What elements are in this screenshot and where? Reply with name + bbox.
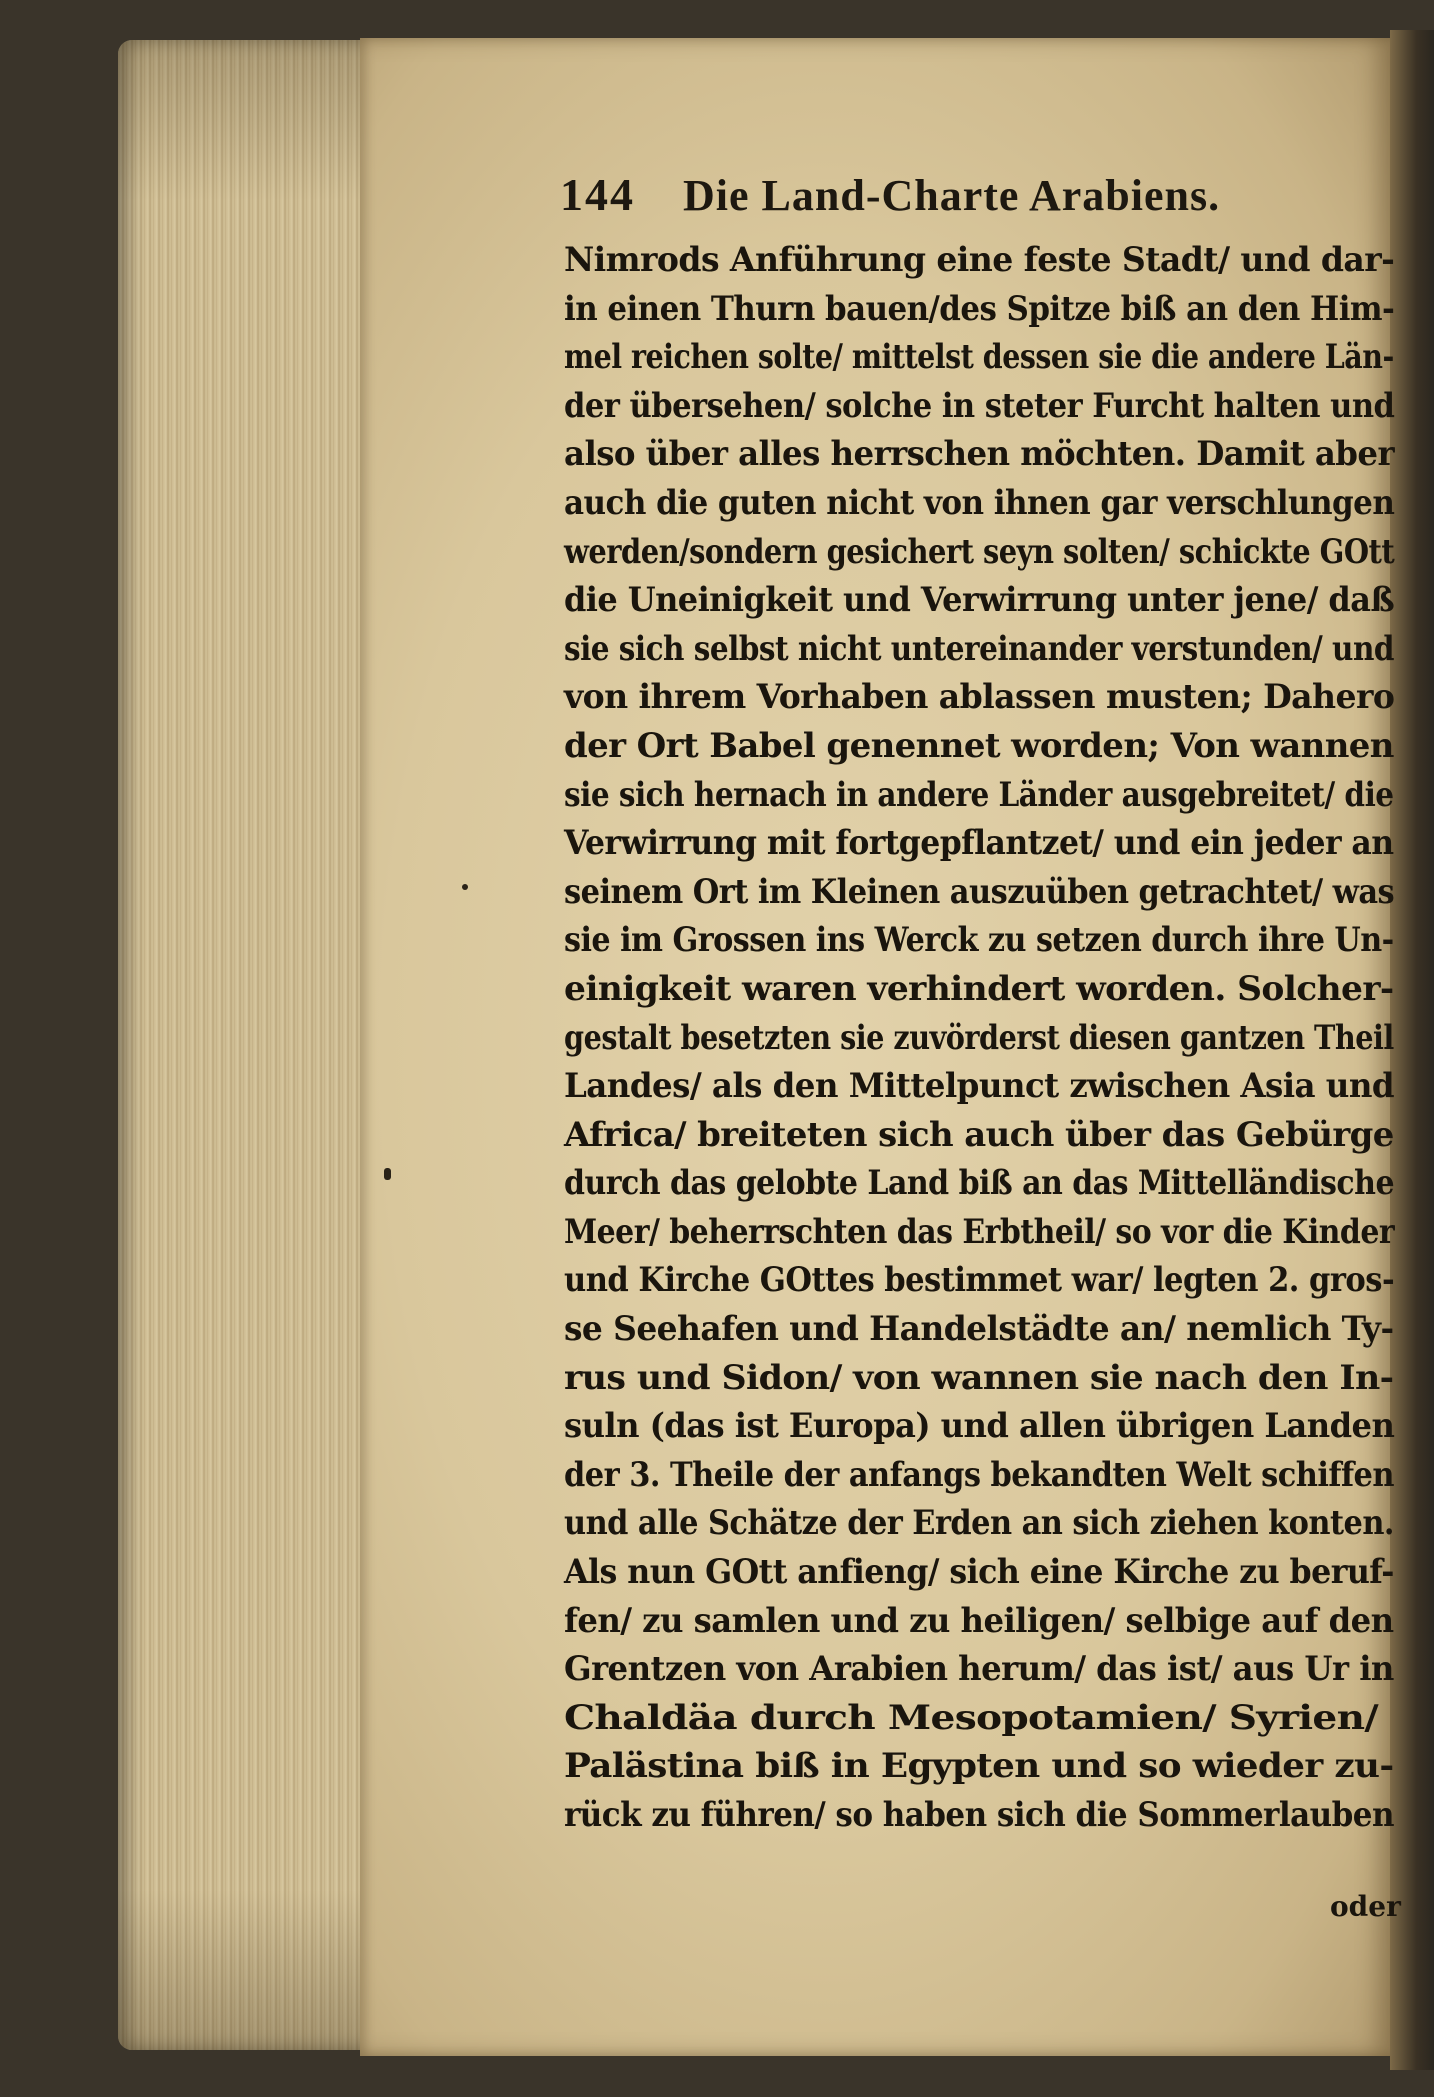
text-line: von ihrem Vorhaben ablassen musten; Dahero xyxy=(564,677,1395,718)
running-title: Die Land-Charte Arabiens. xyxy=(683,171,1221,220)
text-line: durch das gelobte Land biß an das Mittelländische xyxy=(564,1163,1395,1204)
text-line: in einen Thurn bauen/des Spitze biß an den Him- xyxy=(564,288,1395,329)
text-line: sie im Grossen ins Werck zu setzen durch ihre Un- xyxy=(564,920,1394,961)
body-text xyxy=(564,236,1394,1840)
text-line: Grentzen von Arabien herum/ das ist/ aus Ur in xyxy=(564,1649,1394,1690)
text-line: seinem Ort im Kleinen auszuüben getrachtet/ was xyxy=(564,871,1395,912)
text-line: suln (das ist Europa) und allen übrigen Landen xyxy=(564,1406,1395,1447)
text-line: die Uneinigkeit und Verwirrung unter jene/ daß xyxy=(564,580,1395,621)
text-line: Als nun GOtt anfieng/ sich eine Kirche zu beruf- xyxy=(564,1552,1394,1593)
text-line: Verwirrung mit fortgepflantzet/ und ein jeder an xyxy=(564,823,1394,864)
ink-speck xyxy=(462,884,468,890)
page-number: 144 xyxy=(560,169,635,220)
text-line: Chaldäa durch Mesopotamien/ Syrien/ xyxy=(564,1697,1378,1738)
text-line: Landes/ als den Mittelpunct zwischen Asia und xyxy=(564,1066,1395,1107)
text-line: und alle Schätze der Erden an sich ziehen konten. xyxy=(564,1503,1394,1544)
text-line: Meer/ beherrschten das Erbtheil/ so vor die Kinder xyxy=(564,1211,1395,1252)
text-line: Palästina biß in Egypten und so wieder zu- xyxy=(564,1746,1394,1787)
text-line: werden/sondern gesichert seyn solten/ schickte GOtt xyxy=(564,531,1395,572)
catchword-row xyxy=(1330,1890,1401,1923)
text-line: der übersehen/ solche in steter Furcht halten und xyxy=(564,385,1395,426)
text-line: der Ort Babel genennet worden; Von wannen xyxy=(564,725,1394,766)
text-line: rus und Sidon/ von wannen sie nach den In- xyxy=(564,1357,1394,1398)
text-line: und Kirche GOttes bestimmet war/ legten 2. gros- xyxy=(564,1260,1395,1301)
book-page-edges xyxy=(118,40,378,2050)
page-header xyxy=(560,168,1320,228)
text-line: fen/ zu samlen und zu heiligen/ selbige auf den xyxy=(564,1600,1394,1641)
text-line: gestalt besetzten sie zuvörderst diesen gantzen Theil xyxy=(564,1017,1394,1058)
text-line: se Seehafen und Handelstädte an/ nemlich Ty- xyxy=(564,1309,1394,1350)
text-line: sie sich selbst nicht untereinander verstunden/ und xyxy=(564,628,1395,669)
book-gutter xyxy=(1390,30,1434,2070)
text-line: Africa/ breiteten sich auch über das Gebürge xyxy=(564,1114,1394,1155)
text-line: also über alles herrschen möchten. Damit aber xyxy=(564,434,1394,475)
text-line: sie sich hernach in andere Länder ausgebreitet/ die xyxy=(564,774,1394,815)
text-line: mel reichen solte/ mittelst dessen sie die andere Län- xyxy=(564,337,1394,378)
text-line: rück zu führen/ so haben sich die Sommerlauben xyxy=(564,1795,1394,1835)
ink-speck xyxy=(384,1168,391,1180)
text-line: der 3. Theile der anfangs bekandten Welt schiffen xyxy=(564,1454,1395,1495)
text-line: einigkeit waren verhindert worden. Solcher- xyxy=(564,968,1394,1009)
text-line: Nimrods Anführung eine feste Stadt/ und dar- xyxy=(564,240,1395,280)
text-line: auch die guten nicht von ihnen gar verschlungen xyxy=(564,482,1395,523)
catchword: oder xyxy=(1330,1890,1401,1923)
